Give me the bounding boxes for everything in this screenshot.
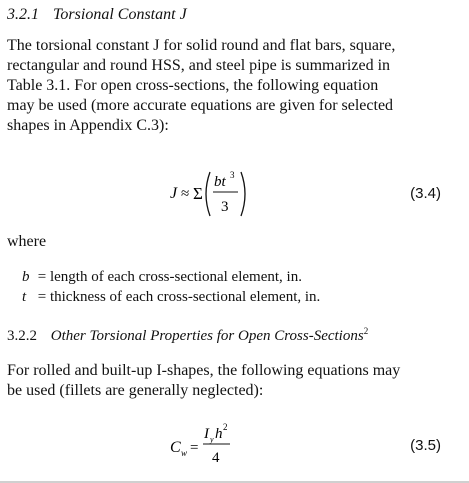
paragraph-line: Table 3.1. For open cross-sections, the following equation [7, 77, 379, 94]
eq-lhs: J [170, 185, 178, 202]
eq-sum: Σ [193, 184, 203, 203]
eq-numerator-i: I [204, 426, 209, 442]
eq-numerator-sup: 2 [223, 422, 228, 432]
eq-denominator: 3 [221, 199, 229, 215]
definition-symbol: t [22, 289, 27, 305]
paragraph-line: be used (fillets are generally neglected): [7, 382, 264, 399]
paragraph-other-properties [7, 361, 462, 401]
paragraph-line: rectangular and round HSS, and steel pipe is summarized in [7, 57, 391, 74]
eq-approx: ≈ [181, 186, 190, 202]
equation-number-3-5: (3.5) [410, 437, 441, 454]
eq-equals: = [190, 440, 199, 456]
paragraph-line: may be used (more accurate equations are given for selected [7, 97, 394, 114]
eq-lhs-sub: w [181, 448, 188, 458]
eq-denominator: 4 [212, 450, 220, 466]
definition-text: = thickness of each cross-sectional element, in. [37, 289, 321, 305]
left-paren [206, 172, 210, 216]
paragraph-line: For rolled and built-up I-shapes, the following equations may [7, 362, 401, 379]
section-number: 3.2.1 [7, 6, 39, 23]
definition-b [22, 269, 302, 286]
footnote-marker: 2 [363, 326, 369, 336]
equation-3-4-graphic [168, 166, 258, 222]
definition-symbol: b [22, 269, 30, 285]
eq-numerator-sup: 3 [230, 170, 235, 180]
eq-numerator-h: h [215, 426, 223, 442]
eq-lhs: C [170, 439, 181, 456]
definition-text: = length of each cross-sectional element, in. [37, 269, 302, 285]
section-number: 3.2.2 [7, 328, 37, 344]
equation-3-4 [168, 166, 258, 222]
paragraph-torsional-constant [7, 36, 462, 136]
paragraph-line: shapes in Appendix C.3): [7, 117, 169, 134]
definition-t [22, 289, 320, 306]
where-label: where [7, 233, 47, 250]
right-paren [241, 172, 245, 216]
section-title: Other Torsional Properties for Open Cross-Sections [50, 328, 364, 344]
section-heading-3-2-2 [7, 326, 368, 345]
equation-3-5-graphic [168, 420, 248, 472]
section-heading-3-2-1 [7, 6, 187, 24]
eq-numerator: bt [214, 174, 226, 190]
eq-numerator-sub: y [210, 435, 214, 444]
section-title: Torsional Constant J [53, 6, 187, 23]
equation-3-5 [168, 420, 248, 472]
equation-number-3-4: (3.4) [410, 185, 441, 202]
paragraph-line: The torsional constant J for solid round and flat bars, square, [7, 37, 396, 54]
